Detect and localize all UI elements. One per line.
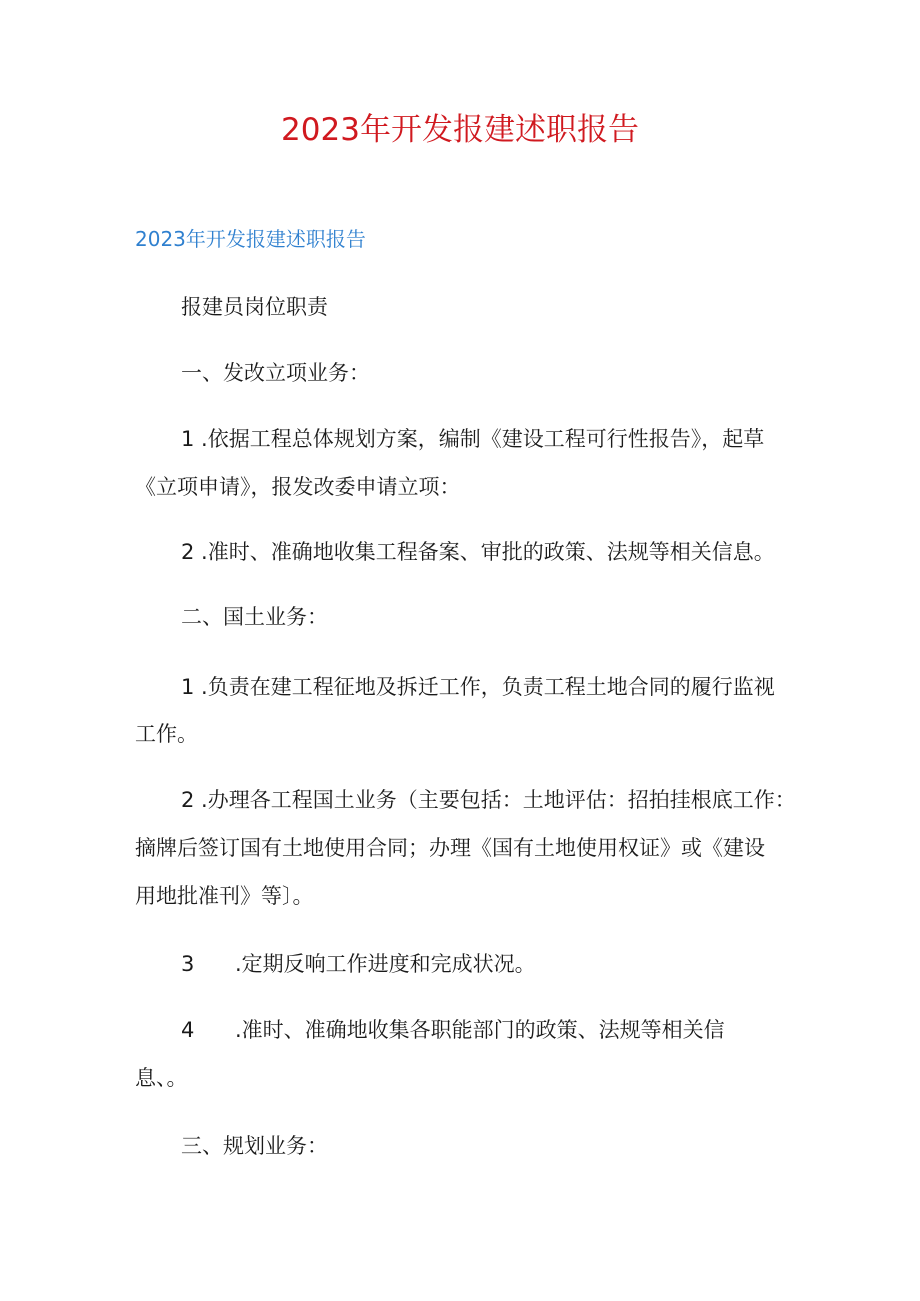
paragraph-line: 息、。 — [135, 1066, 188, 1090]
paragraph-line: 1 .负责在建工程征地及拆迁工作，负责工程土地合同的履行监视 — [181, 675, 775, 699]
document-subtitle: 2023年开发报建述职报告 — [135, 227, 366, 251]
paragraph-line: 2 .办理各工程国土业务（主要包括：土地评估：招拍挂根底工作： — [181, 788, 796, 812]
numbered-item-4 — [181, 1015, 725, 1045]
paragraph-line: 工作。 — [135, 722, 198, 746]
paragraph-line: 《立项申请》，报发改委申请立项： — [135, 475, 461, 499]
item-number: 3 — [181, 952, 195, 976]
paragraph-line: 2 .准时、准确地收集工程备案、审批的政策、法规等相关信息。 — [181, 540, 775, 564]
section-heading-one: 一、发改立项业务： — [181, 361, 370, 385]
numbered-item-3 — [181, 949, 536, 979]
item-text: .准时、准确地收集各职能部门的政策、法规等相关信 — [235, 1018, 725, 1042]
section-heading-duties: 报建员岗位职责 — [181, 295, 328, 319]
section-heading-three: 三、规划业务： — [181, 1134, 328, 1158]
paragraph-line: 用地批准刊》等〕。 — [135, 884, 314, 908]
item-number: 4 — [181, 1018, 195, 1042]
item-text: .定期反响工作进度和完成状况。 — [235, 952, 536, 976]
paragraph-line: 摘牌后签订国有土地使用合同；办理《国有土地使用权证》或《建设 — [135, 836, 765, 860]
paragraph-line: 1 .依据工程总体规划方案，编制《建设工程可行性报告》，起草 — [181, 427, 765, 451]
document-title: 2023年开发报建述职报告 — [281, 112, 639, 148]
section-heading-two: 二、国土业务： — [181, 605, 328, 629]
